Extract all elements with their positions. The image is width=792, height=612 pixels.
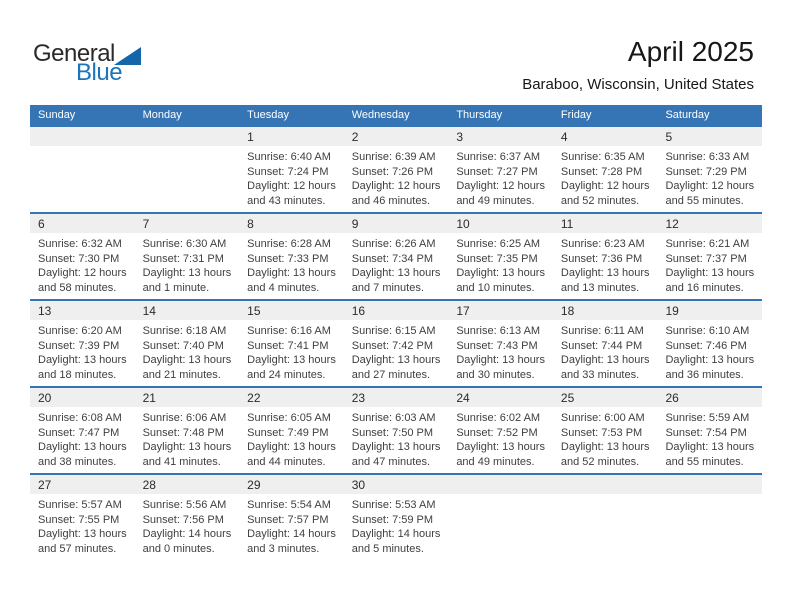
sunrise-text: Sunrise: 6:39 AM <box>351 151 436 163</box>
day-cell <box>553 388 658 473</box>
sunset-text: Sunset: 7:27 PM <box>456 165 538 178</box>
day-cell <box>448 127 553 212</box>
header-titles <box>522 36 754 93</box>
week-row <box>30 212 762 299</box>
empty-day-cell <box>657 475 762 560</box>
weekday-header-cell: Monday <box>142 109 182 121</box>
week-row <box>30 386 762 473</box>
daylight-text-line1: Daylight: 13 hours <box>351 267 441 279</box>
sunrise-text: Sunrise: 6:33 AM <box>665 151 750 163</box>
sunrise-text: Sunrise: 6:15 AM <box>351 325 436 337</box>
day-number: 17 <box>448 301 553 320</box>
daylight-text-line2: and 18 minutes. <box>38 368 117 381</box>
sunset-text: Sunset: 7:26 PM <box>351 165 434 178</box>
day-details <box>135 320 240 382</box>
weekday-header-cell: Wednesday <box>351 109 410 121</box>
day-number: 20 <box>30 388 135 407</box>
day-number: 24 <box>448 388 553 407</box>
week-row <box>30 473 762 560</box>
daylight-text-line1: Daylight: 13 hours <box>247 267 336 279</box>
daylight-text-line1: Daylight: 13 hours <box>38 441 127 453</box>
sunrise-text: Sunrise: 6:00 AM <box>560 412 645 424</box>
day-details <box>30 407 135 469</box>
day-details <box>657 233 762 295</box>
day-cell <box>657 214 762 299</box>
day-cell <box>344 388 449 473</box>
daylight-text-line2: and 41 minutes. <box>142 455 221 468</box>
day-details <box>553 146 658 208</box>
day-number: 9 <box>344 214 449 233</box>
day-cell <box>344 214 449 299</box>
daylight-text-line1: Daylight: 13 hours <box>456 441 545 453</box>
sunrise-text: Sunrise: 5:59 AM <box>665 412 750 424</box>
day-details <box>239 407 344 469</box>
day-number <box>553 475 658 494</box>
empty-day-cell <box>135 127 240 212</box>
day-number: 21 <box>135 388 240 407</box>
day-details <box>135 407 240 469</box>
sunrise-text: Sunrise: 6:02 AM <box>456 412 541 424</box>
day-number: 2 <box>344 127 449 146</box>
sunset-text: Sunset: 7:41 PM <box>247 339 329 352</box>
logo-general-text: General <box>33 40 115 67</box>
day-cell <box>239 127 344 212</box>
daylight-text-line1: Daylight: 13 hours <box>142 354 232 366</box>
sunrise-text: Sunrise: 6:06 AM <box>142 412 227 424</box>
day-number: 11 <box>553 214 658 233</box>
daylight-text-line1: Daylight: 13 hours <box>247 441 336 453</box>
sunset-text: Sunset: 7:55 PM <box>38 513 120 526</box>
day-details <box>239 233 344 295</box>
sunset-text: Sunset: 7:49 PM <box>247 426 329 439</box>
day-details <box>30 320 135 382</box>
day-details <box>344 233 449 295</box>
day-number: 5 <box>657 127 762 146</box>
day-details <box>135 494 240 556</box>
empty-day-cell <box>30 127 135 212</box>
daylight-text-line1: Daylight: 13 hours <box>142 441 232 453</box>
daylight-text-line1: Daylight: 13 hours <box>456 354 545 366</box>
day-number: 27 <box>30 475 135 494</box>
logo <box>33 40 141 87</box>
daylight-text-line1: Daylight: 13 hours <box>351 354 441 366</box>
day-number: 19 <box>657 301 762 320</box>
day-cell <box>239 214 344 299</box>
daylight-text-line2: and 46 minutes. <box>351 194 431 207</box>
sunset-text: Sunset: 7:59 PM <box>351 513 434 526</box>
day-number: 1 <box>239 127 344 146</box>
daylight-text-line1: Daylight: 12 hours <box>560 180 650 192</box>
day-cell <box>344 475 449 560</box>
sunset-text: Sunset: 7:40 PM <box>142 339 224 352</box>
day-details <box>657 320 762 382</box>
daylight-text-line2: and 52 minutes. <box>560 455 640 468</box>
sunset-text: Sunset: 7:53 PM <box>560 426 643 439</box>
sunrise-text: Sunrise: 5:54 AM <box>247 499 331 511</box>
day-details <box>553 320 658 382</box>
empty-day-cell <box>553 475 658 560</box>
daylight-text-line2: and 49 minutes. <box>456 194 535 207</box>
sunset-text: Sunset: 7:33 PM <box>247 252 329 265</box>
sunset-text: Sunset: 7:43 PM <box>456 339 538 352</box>
daylight-text-line1: Daylight: 12 hours <box>351 180 441 192</box>
sunrise-text: Sunrise: 6:21 AM <box>665 238 750 250</box>
day-number: 30 <box>344 475 449 494</box>
weekday-header-cell: Thursday <box>456 109 503 121</box>
daylight-text-line2: and 3 minutes. <box>247 542 320 555</box>
day-cell <box>30 388 135 473</box>
sunrise-text: Sunrise: 6:16 AM <box>247 325 331 337</box>
day-number: 14 <box>135 301 240 320</box>
sunrise-text: Sunrise: 6:35 AM <box>560 151 645 163</box>
sunset-text: Sunset: 7:50 PM <box>351 426 434 439</box>
day-number: 18 <box>553 301 658 320</box>
sunrise-text: Sunrise: 6:05 AM <box>247 412 331 424</box>
sunrise-text: Sunrise: 6:03 AM <box>351 412 436 424</box>
day-cell <box>30 301 135 386</box>
daylight-text-line2: and 27 minutes. <box>351 368 431 381</box>
day-cell <box>553 301 658 386</box>
day-cell <box>30 475 135 560</box>
sunset-text: Sunset: 7:35 PM <box>456 252 538 265</box>
daylight-text-line2: and 57 minutes. <box>38 542 117 555</box>
daylight-text-line2: and 30 minutes. <box>456 368 535 381</box>
sunset-text: Sunset: 7:28 PM <box>560 165 643 178</box>
sunset-text: Sunset: 7:31 PM <box>142 252 224 265</box>
sunset-text: Sunset: 7:52 PM <box>456 426 538 439</box>
daylight-text-line2: and 55 minutes. <box>665 455 744 468</box>
daylight-text-line2: and 36 minutes. <box>665 368 744 381</box>
logo-blue-text: Blue <box>76 59 123 86</box>
sunset-text: Sunset: 7:30 PM <box>38 252 120 265</box>
sunset-text: Sunset: 7:47 PM <box>38 426 120 439</box>
daylight-text-line1: Daylight: 13 hours <box>560 354 650 366</box>
daylight-text-line2: and 55 minutes. <box>665 194 744 207</box>
daylight-text-line1: Daylight: 13 hours <box>665 354 755 366</box>
day-number: 22 <box>239 388 344 407</box>
day-details <box>239 146 344 208</box>
sunrise-text: Sunrise: 6:20 AM <box>38 325 122 337</box>
sunset-text: Sunset: 7:46 PM <box>665 339 747 352</box>
sunrise-text: Sunrise: 6:08 AM <box>38 412 122 424</box>
daylight-text-line1: Daylight: 12 hours <box>38 267 127 279</box>
sunrise-text: Sunrise: 6:37 AM <box>456 151 541 163</box>
month-title: April 2025 <box>627 36 754 67</box>
day-number: 3 <box>448 127 553 146</box>
day-cell <box>657 127 762 212</box>
day-number <box>30 127 135 146</box>
sunset-text: Sunset: 7:42 PM <box>351 339 434 352</box>
daylight-text-line2: and 49 minutes. <box>456 455 535 468</box>
daylight-text-line1: Daylight: 13 hours <box>247 354 336 366</box>
daylight-text-line2: and 5 minutes. <box>351 542 424 555</box>
week-row <box>30 125 762 212</box>
sunrise-text: Sunrise: 5:53 AM <box>351 499 436 511</box>
day-cell <box>448 301 553 386</box>
sunset-text: Sunset: 7:34 PM <box>351 252 434 265</box>
daylight-text-line2: and 7 minutes. <box>351 281 424 294</box>
daylight-text-line1: Daylight: 13 hours <box>38 354 127 366</box>
sunrise-text: Sunrise: 6:26 AM <box>351 238 436 250</box>
day-number: 23 <box>344 388 449 407</box>
day-number: 15 <box>239 301 344 320</box>
sunrise-text: Sunrise: 6:11 AM <box>560 325 644 337</box>
day-details <box>344 494 449 556</box>
day-cell <box>448 388 553 473</box>
daylight-text-line1: Daylight: 13 hours <box>38 528 127 540</box>
day-details <box>239 320 344 382</box>
day-cell <box>553 127 658 212</box>
day-cell <box>657 301 762 386</box>
weekday-header <box>30 105 762 125</box>
day-details <box>135 233 240 295</box>
day-cell <box>239 301 344 386</box>
day-cell <box>239 475 344 560</box>
sunset-text: Sunset: 7:37 PM <box>665 252 747 265</box>
day-number: 12 <box>657 214 762 233</box>
calendar-grid <box>30 125 762 560</box>
daylight-text-line1: Daylight: 12 hours <box>456 180 545 192</box>
daylight-text-line1: Daylight: 13 hours <box>665 267 755 279</box>
day-details <box>344 407 449 469</box>
day-cell <box>135 475 240 560</box>
sunrise-text: Sunrise: 6:25 AM <box>456 238 541 250</box>
day-cell <box>344 301 449 386</box>
day-cell <box>30 214 135 299</box>
daylight-text-line1: Daylight: 13 hours <box>351 441 441 453</box>
day-details <box>553 233 658 295</box>
daylight-text-line2: and 33 minutes. <box>560 368 640 381</box>
sunset-text: Sunset: 7:39 PM <box>38 339 120 352</box>
day-number: 26 <box>657 388 762 407</box>
sunrise-text: Sunrise: 6:23 AM <box>560 238 645 250</box>
week-row <box>30 299 762 386</box>
daylight-text-line2: and 16 minutes. <box>665 281 744 294</box>
day-details <box>448 407 553 469</box>
daylight-text-line2: and 58 minutes. <box>38 281 117 294</box>
day-details <box>30 494 135 556</box>
day-cell <box>657 388 762 473</box>
day-number: 13 <box>30 301 135 320</box>
day-details <box>344 320 449 382</box>
day-number <box>657 475 762 494</box>
sunset-text: Sunset: 7:24 PM <box>247 165 329 178</box>
day-number: 25 <box>553 388 658 407</box>
daylight-text-line1: Daylight: 13 hours <box>560 267 650 279</box>
sunset-text: Sunset: 7:56 PM <box>142 513 224 526</box>
day-number <box>448 475 553 494</box>
day-number: 28 <box>135 475 240 494</box>
sunset-text: Sunset: 7:36 PM <box>560 252 643 265</box>
day-number <box>135 127 240 146</box>
day-details <box>30 233 135 295</box>
calendar <box>30 105 762 560</box>
daylight-text-line2: and 38 minutes. <box>38 455 117 468</box>
daylight-text-line1: Daylight: 12 hours <box>247 180 336 192</box>
sunrise-text: Sunrise: 6:28 AM <box>247 238 331 250</box>
daylight-text-line2: and 21 minutes. <box>142 368 221 381</box>
day-number: 10 <box>448 214 553 233</box>
day-cell <box>344 127 449 212</box>
sunrise-text: Sunrise: 5:57 AM <box>38 499 122 511</box>
day-details <box>448 320 553 382</box>
day-details <box>553 407 658 469</box>
sunset-text: Sunset: 7:44 PM <box>560 339 643 352</box>
day-number: 6 <box>30 214 135 233</box>
sunset-text: Sunset: 7:57 PM <box>247 513 329 526</box>
daylight-text-line1: Daylight: 14 hours <box>351 528 441 540</box>
daylight-text-line2: and 0 minutes. <box>142 542 215 555</box>
day-cell <box>135 301 240 386</box>
day-details <box>657 146 762 208</box>
weekday-header-cell: Friday <box>560 109 592 121</box>
sunrise-text: Sunrise: 6:13 AM <box>456 325 541 337</box>
day-details <box>657 407 762 469</box>
daylight-text-line1: Daylight: 13 hours <box>665 441 755 453</box>
sunrise-text: Sunrise: 6:10 AM <box>665 325 750 337</box>
day-cell <box>448 214 553 299</box>
day-details <box>239 494 344 556</box>
day-number: 8 <box>239 214 344 233</box>
daylight-text-line1: Daylight: 14 hours <box>247 528 336 540</box>
sunrise-text: Sunrise: 6:18 AM <box>142 325 227 337</box>
day-details <box>344 146 449 208</box>
sunset-text: Sunset: 7:29 PM <box>665 165 747 178</box>
sunrise-text: Sunrise: 5:56 AM <box>142 499 227 511</box>
empty-day-cell <box>448 475 553 560</box>
daylight-text-line1: Daylight: 13 hours <box>142 267 232 279</box>
day-details <box>448 233 553 295</box>
day-details <box>448 146 553 208</box>
sunrise-text: Sunrise: 6:40 AM <box>247 151 331 163</box>
daylight-text-line2: and 1 minute. <box>142 281 210 294</box>
daylight-text-line2: and 47 minutes. <box>351 455 431 468</box>
day-cell <box>239 388 344 473</box>
daylight-text-line1: Daylight: 13 hours <box>456 267 545 279</box>
daylight-text-line1: Daylight: 12 hours <box>665 180 755 192</box>
daylight-text-line2: and 10 minutes. <box>456 281 535 294</box>
daylight-text-line2: and 24 minutes. <box>247 368 326 381</box>
daylight-text-line2: and 44 minutes. <box>247 455 326 468</box>
location-subtitle: Baraboo, Wisconsin, United States <box>522 76 754 93</box>
sunrise-text: Sunrise: 6:32 AM <box>38 238 122 250</box>
day-cell <box>135 388 240 473</box>
day-number: 16 <box>344 301 449 320</box>
day-cell <box>135 214 240 299</box>
weekday-header-cell: Sunday <box>38 109 76 121</box>
sunset-text: Sunset: 7:54 PM <box>665 426 747 439</box>
daylight-text-line2: and 13 minutes. <box>560 281 640 294</box>
sunrise-text: Sunrise: 6:30 AM <box>142 238 227 250</box>
weekday-header-cell: Saturday <box>665 109 710 121</box>
daylight-text-line2: and 43 minutes. <box>247 194 326 207</box>
day-cell <box>553 214 658 299</box>
day-number: 29 <box>239 475 344 494</box>
weekday-header-cell: Tuesday <box>247 109 289 121</box>
daylight-text-line2: and 4 minutes. <box>247 281 320 294</box>
day-number: 7 <box>135 214 240 233</box>
day-number: 4 <box>553 127 658 146</box>
daylight-text-line1: Daylight: 13 hours <box>560 441 650 453</box>
sunset-text: Sunset: 7:48 PM <box>142 426 224 439</box>
daylight-text-line2: and 52 minutes. <box>560 194 640 207</box>
daylight-text-line1: Daylight: 14 hours <box>142 528 232 540</box>
